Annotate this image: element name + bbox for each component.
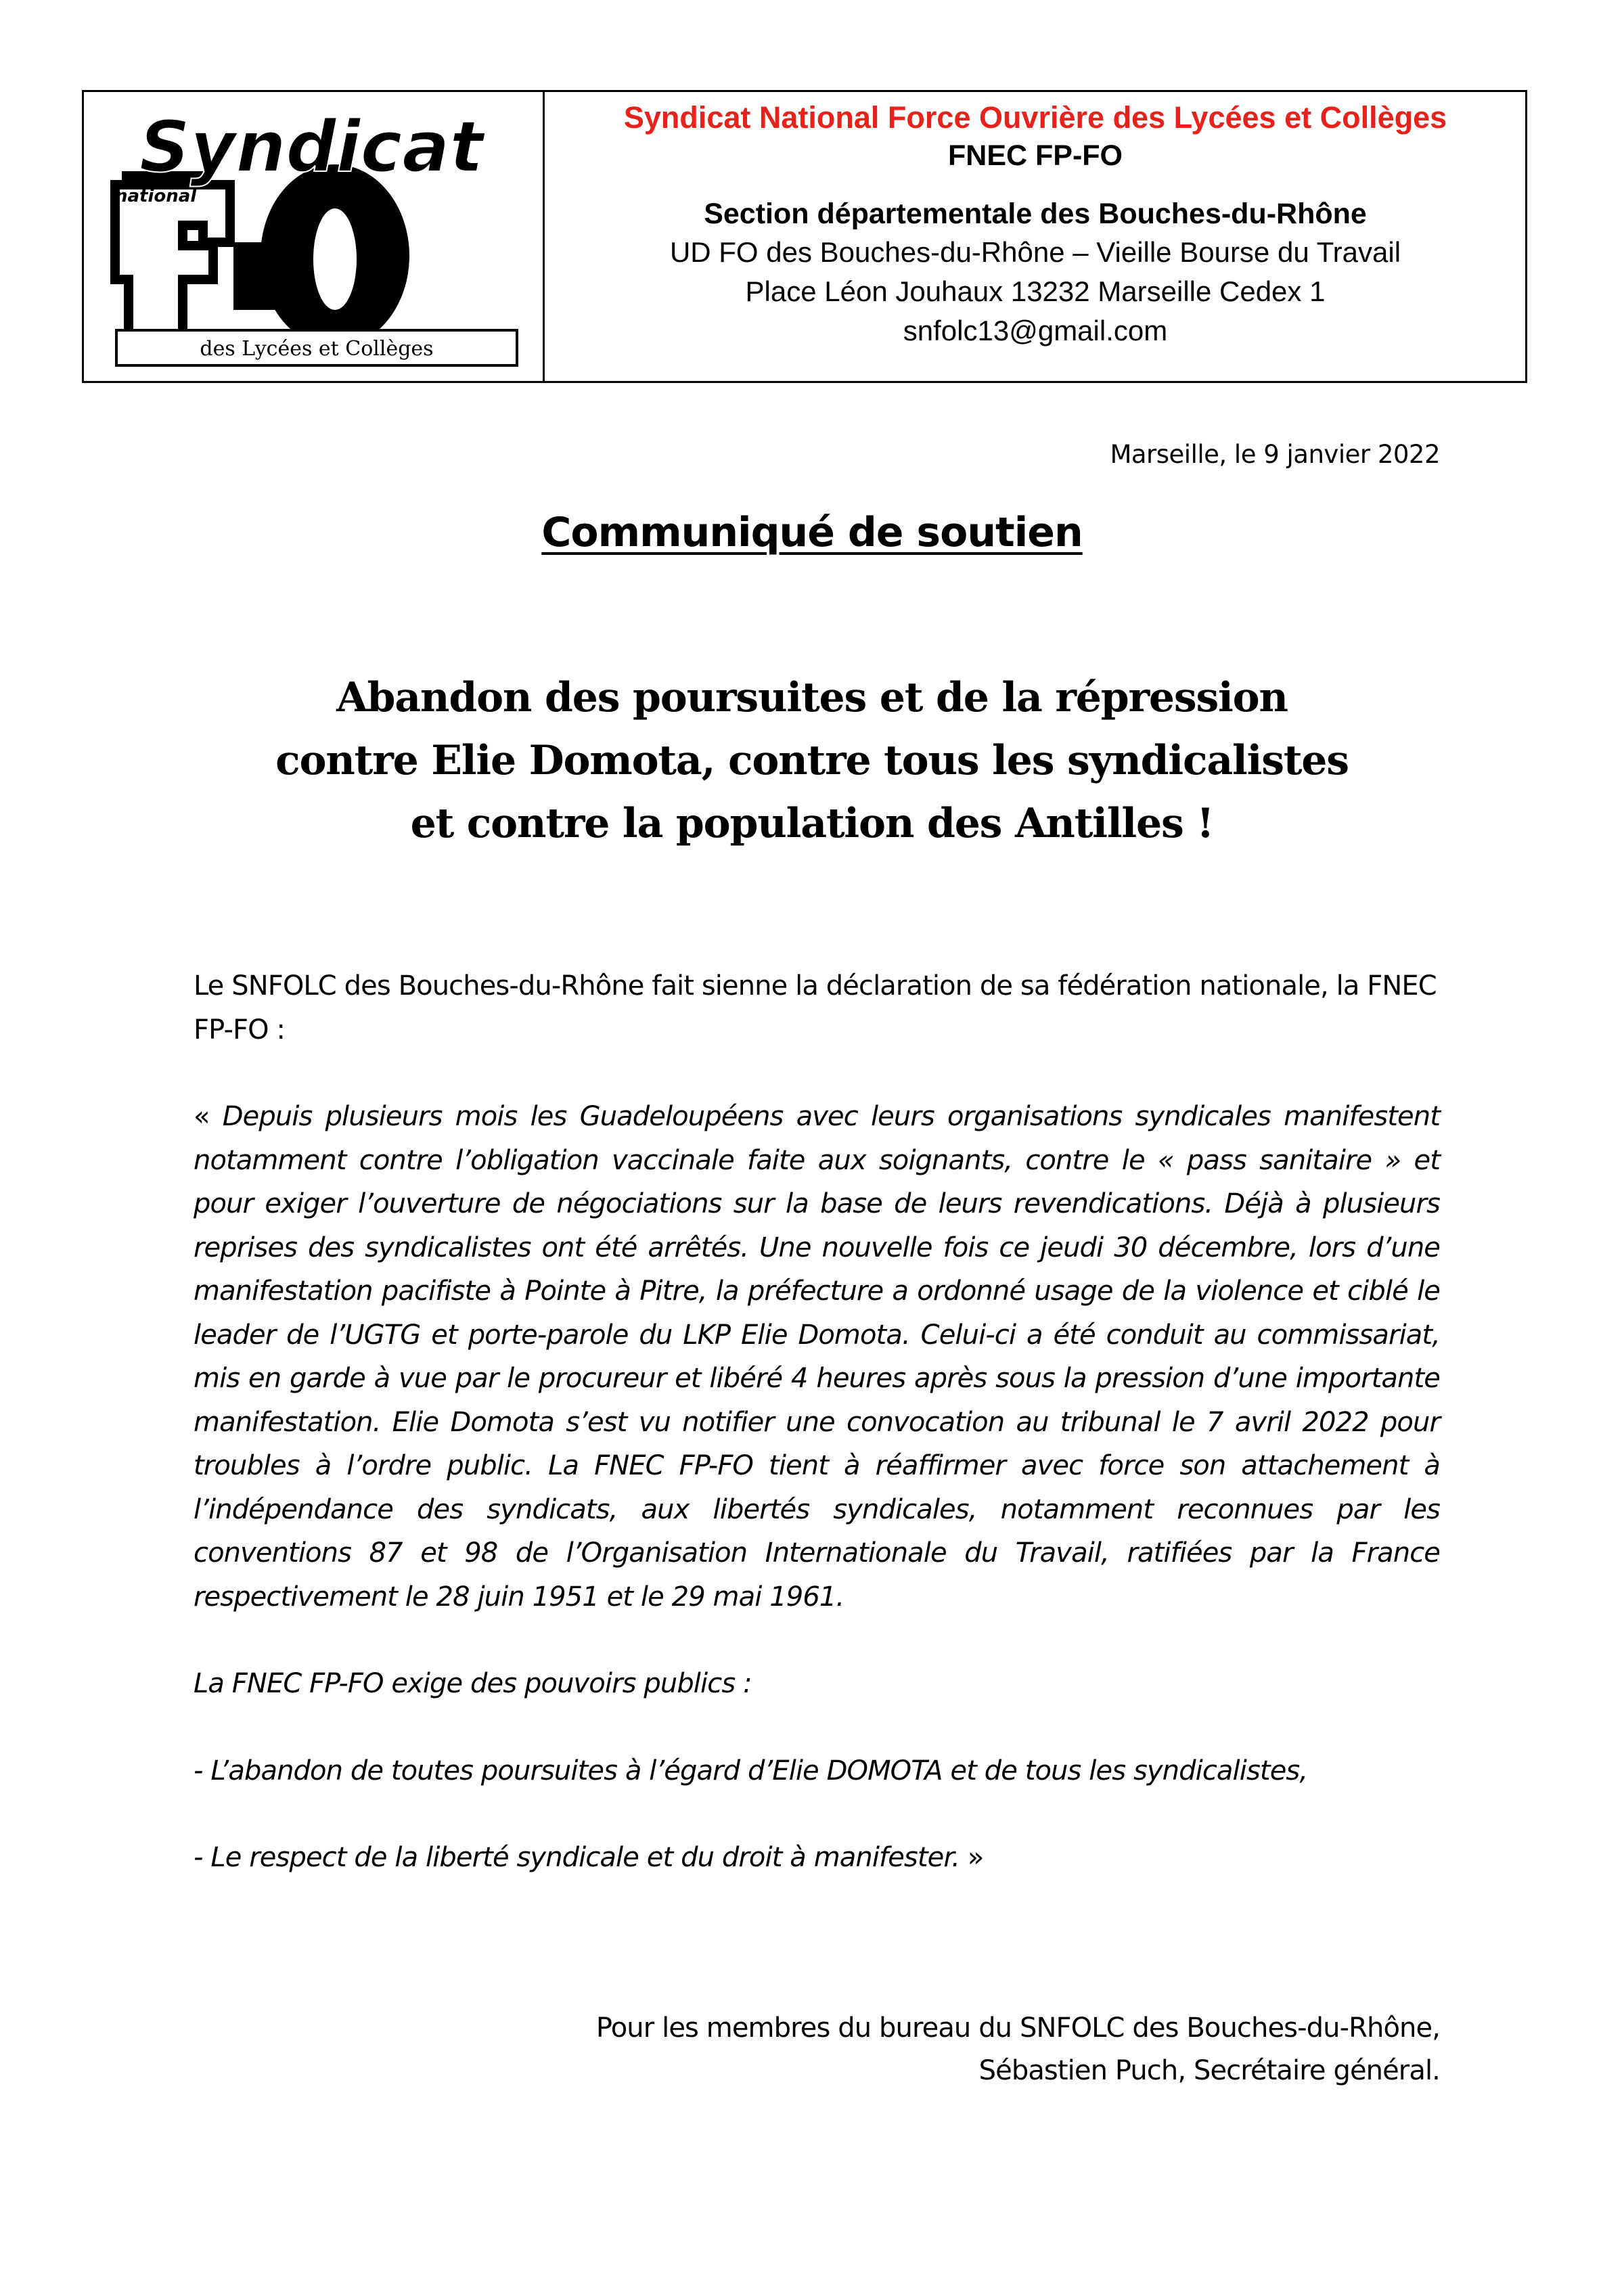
organization-block <box>545 99 1525 351</box>
quote-text: Depuis plusieurs mois les Guadeloupéens avec leurs organisations syndicales manifestent notamment contre l’obligation vaccinale faite aux soignants, contre le « pass sanitaire » et pour exiger l’ouverture de négociations sur la base de leurs revendications. Déjà à plusieurs reprises des syndicalistes ont été arrêtés. Une nouvelle fois ce jeudi 30 décembre, lors d’une manifestation pacifiste à Pointe à Pitre, la préfecture a ordonné usage de la violence et ciblé le leader de l’UGTG et porte-parole du LKP Elie Domota. Celui-ci a été conduit au commissariat, mis en garde à vue par le procureur et libéré 4 heures après sous la pression d’une importante manifestation. Elie Domota s’est vu notifier une convocation au tribunal le 7 avril 2022 pour troubles à l’ordre public. La FNEC FP-FO tient à réaffirmer avec force son attachement à l’indépendance des syndicats, aux libertés syndicales, notamment reconnues par les conventions 87 et 98 de l’Organisation Internationale du Travail, ratifiées par la France respectivement le 28 juin 1951 et le 29 mai 1961. <box>194 1101 1440 1613</box>
headline-line-1: Abandon des poursuites et de la répression <box>336 674 1288 721</box>
page-title <box>0 509 1624 556</box>
headline-line-3: et contre la population des Antilles ! <box>410 800 1214 847</box>
demand-item-1: - L’abandon de toutes poursuites à l’égard d’Elie DOMOTA et de tous les syndicalistes, <box>194 1755 1308 1786</box>
intro-paragraph: Le SNFOLC des Bouches-du-Rhône fait sienne la déclaration de sa fédération nationale, la FNEC FP-FO : <box>194 970 1437 1045</box>
title-text: Communiqué de soutien <box>541 509 1083 556</box>
demand-item-2-text: - Le respect de la liberté syndicale et du droit à manifester. <box>194 1842 960 1873</box>
headline <box>0 667 1624 855</box>
body-text <box>194 964 1440 1880</box>
quote-open-mark: « <box>194 1101 223 1132</box>
logo-word-national: national <box>115 186 197 206</box>
logo-caption: des Lycées et Collèges <box>200 337 434 361</box>
demand-item-2 <box>194 1836 1440 1880</box>
quote-close-mark: » <box>960 1842 984 1873</box>
email-address[interactable]: snfolc13@gmail.com <box>903 315 1168 346</box>
section-name: Section départementale des Bouches-du-Rhône <box>704 198 1367 230</box>
signature-line-1: Pour les membres du bureau du SNFOLC des Bouches-du-Rhône, <box>595 2012 1440 2044</box>
quote-paragraph <box>194 1095 1440 1619</box>
logo-word-syndicat: Syndicat <box>139 107 484 188</box>
letterhead-divider <box>543 90 545 383</box>
org-name: Syndicat National Force Ouvrière des Lycées et Collèges <box>623 100 1447 135</box>
address-line-1: UD FO des Bouches-du-Rhône – Vieille Bourse du Travail <box>669 236 1401 268</box>
signature-block <box>596 2007 1440 2092</box>
date-line: Marseille, le 9 janvier 2022 <box>1110 440 1440 469</box>
federation-name: FNEC FP-FO <box>948 139 1123 172</box>
signature-line-2: Sébastien Puch, Secrétaire général. <box>978 2055 1440 2086</box>
address-line-2: Place Léon Jouhaux 13232 Marseille Cedex 1 <box>745 275 1326 307</box>
fo-logo <box>102 107 521 371</box>
headline-line-2: contre Elie Domota, contre tous les syndicalistes <box>275 737 1349 784</box>
demand-intro: La FNEC FP-FO exige des pouvoirs publics : <box>194 1668 752 1699</box>
